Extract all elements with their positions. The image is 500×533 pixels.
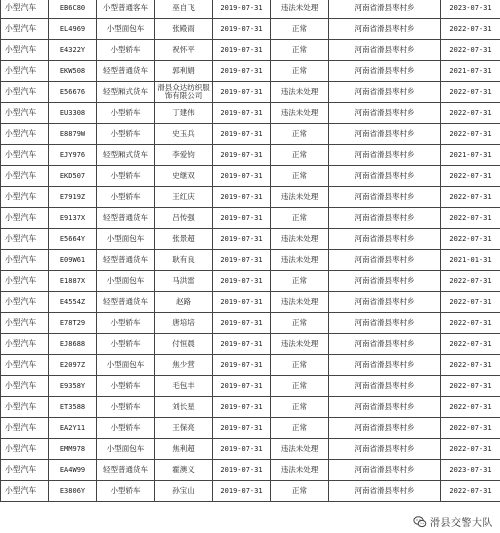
vehicle-type-cell: 小型汽车 [1, 439, 49, 460]
status-cell: 正常 [271, 61, 329, 82]
address-cell: 河南省滑县枣村乡 [329, 103, 441, 124]
vehicle-model-cell: 小型普通客车 [97, 0, 155, 19]
expiry-date-cell: 2021-07-31 [441, 145, 500, 166]
expiry-date-cell: 2021-01-31 [441, 250, 500, 271]
expiry-date-cell: 2022-07-31 [441, 334, 500, 355]
status-cell: 违法未处理 [271, 334, 329, 355]
address-cell: 河南省滑县枣村乡 [329, 40, 441, 61]
owner-name-cell: 毛包丰 [155, 376, 213, 397]
status-cell: 正常 [271, 376, 329, 397]
table-row [1, 334, 500, 355]
table-row [1, 19, 500, 40]
owner-name-cell: 马洪雷 [155, 271, 213, 292]
vehicle-type-cell: 小型汽车 [1, 229, 49, 250]
vehicle-model-cell: 小型面包车 [97, 19, 155, 40]
record-date-cell: 2019-07-31 [213, 103, 271, 124]
plate-number-cell: EL4969 [49, 19, 97, 40]
record-date-cell: 2019-07-31 [213, 40, 271, 61]
address-cell: 河南省滑县枣村乡 [329, 439, 441, 460]
address-cell: 河南省滑县枣村乡 [329, 124, 441, 145]
vehicle-type-cell: 小型汽车 [1, 271, 49, 292]
record-date-cell: 2019-07-31 [213, 0, 271, 19]
record-date-cell: 2019-07-31 [213, 271, 271, 292]
table-row [1, 355, 500, 376]
status-cell: 违法未处理 [271, 0, 329, 19]
expiry-date-cell: 2022-07-31 [441, 397, 500, 418]
record-date-cell: 2019-07-31 [213, 166, 271, 187]
vehicle-model-cell: 轻型普通货车 [97, 61, 155, 82]
plate-number-cell: E9137X [49, 208, 97, 229]
vehicle-model-cell: 轻型厢式货车 [97, 145, 155, 166]
plate-number-cell: EA2Y11 [49, 418, 97, 439]
plate-number-cell: EKW508 [49, 61, 97, 82]
plate-number-cell: EA4W99 [49, 460, 97, 481]
vehicle-type-cell: 小型汽车 [1, 250, 49, 271]
status-cell: 违法未处理 [271, 187, 329, 208]
status-cell: 违法未处理 [271, 82, 329, 103]
table-row [1, 376, 500, 397]
status-cell: 违法未处理 [271, 250, 329, 271]
status-cell: 正常 [271, 166, 329, 187]
address-cell: 河南省滑县枣村乡 [329, 0, 441, 19]
status-cell: 正常 [271, 40, 329, 61]
vehicle-model-cell: 小型轿车 [97, 187, 155, 208]
vehicle-type-cell: 小型汽车 [1, 0, 49, 19]
owner-name-cell: 史玉兵 [155, 124, 213, 145]
expiry-date-cell: 2022-07-31 [441, 40, 500, 61]
plate-number-cell: ET3588 [49, 397, 97, 418]
vehicle-type-cell: 小型汽车 [1, 460, 49, 481]
address-cell: 河南省滑县枣村乡 [329, 460, 441, 481]
wechat-bubble-icon [413, 514, 427, 528]
owner-name-cell: 王红庆 [155, 187, 213, 208]
plate-number-cell: E7919Z [49, 187, 97, 208]
address-cell: 河南省滑县枣村乡 [329, 355, 441, 376]
vehicle-type-cell: 小型汽车 [1, 166, 49, 187]
address-cell: 河南省滑县枣村乡 [329, 292, 441, 313]
record-date-cell: 2019-07-31 [213, 334, 271, 355]
status-cell: 违法未处理 [271, 103, 329, 124]
owner-name-cell: 唐培培 [155, 313, 213, 334]
status-cell: 违法未处理 [271, 460, 329, 481]
table-row [1, 82, 500, 103]
table-row [1, 313, 500, 334]
address-cell: 河南省滑县枣村乡 [329, 481, 441, 502]
record-date-cell: 2019-07-31 [213, 124, 271, 145]
plate-number-cell: EJY976 [49, 145, 97, 166]
record-date-cell: 2019-07-31 [213, 82, 271, 103]
address-cell: 河南省滑县枣村乡 [329, 145, 441, 166]
status-cell: 正常 [271, 397, 329, 418]
vehicle-type-cell: 小型汽车 [1, 418, 49, 439]
watermark [410, 513, 496, 529]
plate-number-cell: E9358Y [49, 376, 97, 397]
expiry-date-cell: 2023-07-31 [441, 0, 500, 19]
table-row [1, 208, 500, 229]
record-date-cell: 2019-07-31 [213, 208, 271, 229]
record-date-cell: 2019-07-31 [213, 229, 271, 250]
owner-name-cell: 李爱钧 [155, 145, 213, 166]
expiry-date-cell: 2022-07-31 [441, 313, 500, 334]
plate-number-cell: E2097Z [49, 355, 97, 376]
address-cell: 河南省滑县枣村乡 [329, 418, 441, 439]
record-date-cell: 2019-07-31 [213, 187, 271, 208]
address-cell: 河南省滑县枣村乡 [329, 19, 441, 40]
owner-name-cell: 王保亮 [155, 418, 213, 439]
table-row [1, 292, 500, 313]
table-row [1, 271, 500, 292]
expiry-date-cell: 2022-07-31 [441, 439, 500, 460]
owner-name-cell: 张殿雨 [155, 19, 213, 40]
expiry-date-cell: 2022-07-31 [441, 187, 500, 208]
vehicle-type-cell: 小型汽车 [1, 145, 49, 166]
table-row [1, 397, 500, 418]
expiry-date-cell: 2021-07-31 [441, 61, 500, 82]
expiry-date-cell: 2022-07-31 [441, 19, 500, 40]
vehicle-model-cell: 小型面包车 [97, 271, 155, 292]
owner-name-cell: 滑县众达纺织服饰有限公司 [155, 82, 213, 103]
status-cell: 正常 [271, 208, 329, 229]
record-date-cell: 2019-07-31 [213, 418, 271, 439]
vehicle-model-cell: 轻型普通货车 [97, 292, 155, 313]
watermark-text: 滑县交警大队 [430, 514, 493, 529]
owner-name-cell: 史继双 [155, 166, 213, 187]
plate-number-cell: E56676 [49, 82, 97, 103]
vehicle-model-cell: 轻型普通货车 [97, 250, 155, 271]
owner-name-cell: 霍澳义 [155, 460, 213, 481]
owner-name-cell: 孙宝山 [155, 481, 213, 502]
expiry-date-cell: 2022-07-31 [441, 103, 500, 124]
status-cell: 正常 [271, 481, 329, 502]
plate-number-cell: E4554Z [49, 292, 97, 313]
owner-name-cell: 耿有良 [155, 250, 213, 271]
address-cell: 河南省滑县枣村乡 [329, 61, 441, 82]
status-cell: 正常 [271, 355, 329, 376]
record-date-cell: 2019-07-31 [213, 61, 271, 82]
expiry-date-cell: 2022-07-31 [441, 229, 500, 250]
status-cell: 正常 [271, 19, 329, 40]
owner-name-cell: 祝怀平 [155, 40, 213, 61]
record-date-cell: 2019-07-31 [213, 460, 271, 481]
plate-number-cell: E8879W [49, 124, 97, 145]
vehicle-type-cell: 小型汽车 [1, 187, 49, 208]
plate-number-cell: EJ8688 [49, 334, 97, 355]
vehicle-model-cell: 轻型厢式货车 [97, 82, 155, 103]
vehicle-model-cell: 小型轿车 [97, 418, 155, 439]
vehicle-model-cell: 小型面包车 [97, 229, 155, 250]
status-cell: 违法未处理 [271, 439, 329, 460]
vehicle-model-cell: 小型轿车 [97, 124, 155, 145]
plate-number-cell: E1887X [49, 271, 97, 292]
table-row [1, 145, 500, 166]
vehicle-model-cell: 小型轿车 [97, 313, 155, 334]
expiry-date-cell: 2022-07-31 [441, 271, 500, 292]
address-cell: 河南省滑县枣村乡 [329, 271, 441, 292]
record-date-cell: 2019-07-31 [213, 250, 271, 271]
address-cell: 河南省滑县枣村乡 [329, 334, 441, 355]
owner-name-cell: 刘长星 [155, 397, 213, 418]
table-row [1, 103, 500, 124]
plate-number-cell: E3806Y [49, 481, 97, 502]
record-date-cell: 2019-07-31 [213, 145, 271, 166]
expiry-date-cell: 2022-07-31 [441, 376, 500, 397]
record-date-cell: 2019-07-31 [213, 481, 271, 502]
vehicle-type-cell: 小型汽车 [1, 208, 49, 229]
plate-number-cell: EU3308 [49, 103, 97, 124]
vehicle-model-cell: 小型轿车 [97, 397, 155, 418]
record-date-cell: 2019-07-31 [213, 292, 271, 313]
table-row [1, 250, 500, 271]
vehicle-type-cell: 小型汽车 [1, 82, 49, 103]
plate-number-cell: E78T29 [49, 313, 97, 334]
address-cell: 河南省滑县枣村乡 [329, 82, 441, 103]
expiry-date-cell: 2022-07-31 [441, 355, 500, 376]
expiry-date-cell: 2022-07-31 [441, 418, 500, 439]
vehicle-model-cell: 轻型普通货车 [97, 460, 155, 481]
owner-name-cell: 巫自飞 [155, 0, 213, 19]
expiry-date-cell: 2022-07-31 [441, 208, 500, 229]
owner-name-cell: 郭利娟 [155, 61, 213, 82]
vehicle-type-cell: 小型汽车 [1, 376, 49, 397]
vehicle-model-cell: 小型轿车 [97, 166, 155, 187]
owner-name-cell: 焦利超 [155, 439, 213, 460]
table-row [1, 460, 500, 481]
record-date-cell: 2019-07-31 [213, 355, 271, 376]
owner-name-cell: 丁建伟 [155, 103, 213, 124]
vehicle-model-cell: 小型轿车 [97, 40, 155, 61]
address-cell: 河南省滑县枣村乡 [329, 208, 441, 229]
status-cell: 正常 [271, 145, 329, 166]
vehicle-type-cell: 小型汽车 [1, 103, 49, 124]
status-cell: 正常 [271, 124, 329, 145]
vehicle-type-cell: 小型汽车 [1, 334, 49, 355]
table-row [1, 187, 500, 208]
vehicle-type-cell: 小型汽车 [1, 61, 49, 82]
status-cell: 违法未处理 [271, 229, 329, 250]
vehicle-type-cell: 小型汽车 [1, 481, 49, 502]
vehicle-type-cell: 小型汽车 [1, 397, 49, 418]
address-cell: 河南省滑县枣村乡 [329, 166, 441, 187]
owner-name-cell: 张景超 [155, 229, 213, 250]
table-row [1, 0, 500, 19]
vehicle-type-cell: 小型汽车 [1, 292, 49, 313]
status-cell: 正常 [271, 313, 329, 334]
status-cell: 正常 [271, 271, 329, 292]
expiry-date-cell: 2022-07-31 [441, 481, 500, 502]
owner-name-cell: 付恒晨 [155, 334, 213, 355]
plate-number-cell: E09W61 [49, 250, 97, 271]
table-row [1, 40, 500, 61]
vehicle-type-cell: 小型汽车 [1, 313, 49, 334]
vehicle-type-cell: 小型汽车 [1, 40, 49, 61]
vehicle-model-cell: 小型轿车 [97, 481, 155, 502]
owner-name-cell: 吕传强 [155, 208, 213, 229]
vehicle-type-cell: 小型汽车 [1, 19, 49, 40]
vehicle-model-cell: 小型面包车 [97, 355, 155, 376]
plate-number-cell: E4322Y [49, 40, 97, 61]
record-date-cell: 2019-07-31 [213, 397, 271, 418]
expiry-date-cell: 2022-07-31 [441, 292, 500, 313]
record-date-cell: 2019-07-31 [213, 376, 271, 397]
table-row [1, 481, 500, 502]
table-row [1, 166, 500, 187]
table-row [1, 229, 500, 250]
owner-name-cell: 焦少营 [155, 355, 213, 376]
expiry-date-cell: 2022-07-31 [441, 82, 500, 103]
status-cell: 违法未处理 [271, 292, 329, 313]
expiry-date-cell: 2023-07-31 [441, 460, 500, 481]
address-cell: 河南省滑县枣村乡 [329, 250, 441, 271]
vehicle-model-cell: 小型轿车 [97, 334, 155, 355]
vehicle-model-cell: 小型面包车 [97, 439, 155, 460]
record-date-cell: 2019-07-31 [213, 313, 271, 334]
vehicle-model-cell: 轻型普通货车 [97, 208, 155, 229]
plate-number-cell: EKD507 [49, 166, 97, 187]
expiry-date-cell: 2022-07-31 [441, 124, 500, 145]
table-body [1, 0, 500, 502]
address-cell: 河南省滑县枣村乡 [329, 187, 441, 208]
expiry-date-cell: 2022-07-31 [441, 166, 500, 187]
plate-number-cell: E5664Y [49, 229, 97, 250]
status-cell: 正常 [271, 418, 329, 439]
table-row [1, 439, 500, 460]
record-date-cell: 2019-07-31 [213, 19, 271, 40]
address-cell: 河南省滑县枣村乡 [329, 376, 441, 397]
plate-number-cell: EB6C80 [49, 0, 97, 19]
vehicle-model-cell: 小型轿车 [97, 103, 155, 124]
table-row [1, 61, 500, 82]
address-cell: 河南省滑县枣村乡 [329, 229, 441, 250]
vehicle-type-cell: 小型汽车 [1, 355, 49, 376]
address-cell: 河南省滑县枣村乡 [329, 313, 441, 334]
address-cell: 河南省滑县枣村乡 [329, 397, 441, 418]
table-row [1, 124, 500, 145]
vehicle-model-cell: 小型轿车 [97, 376, 155, 397]
record-date-cell: 2019-07-31 [213, 439, 271, 460]
table-row [1, 418, 500, 439]
owner-name-cell: 赵路 [155, 292, 213, 313]
vehicle-type-cell: 小型汽车 [1, 124, 49, 145]
plate-number-cell: EMM978 [49, 439, 97, 460]
